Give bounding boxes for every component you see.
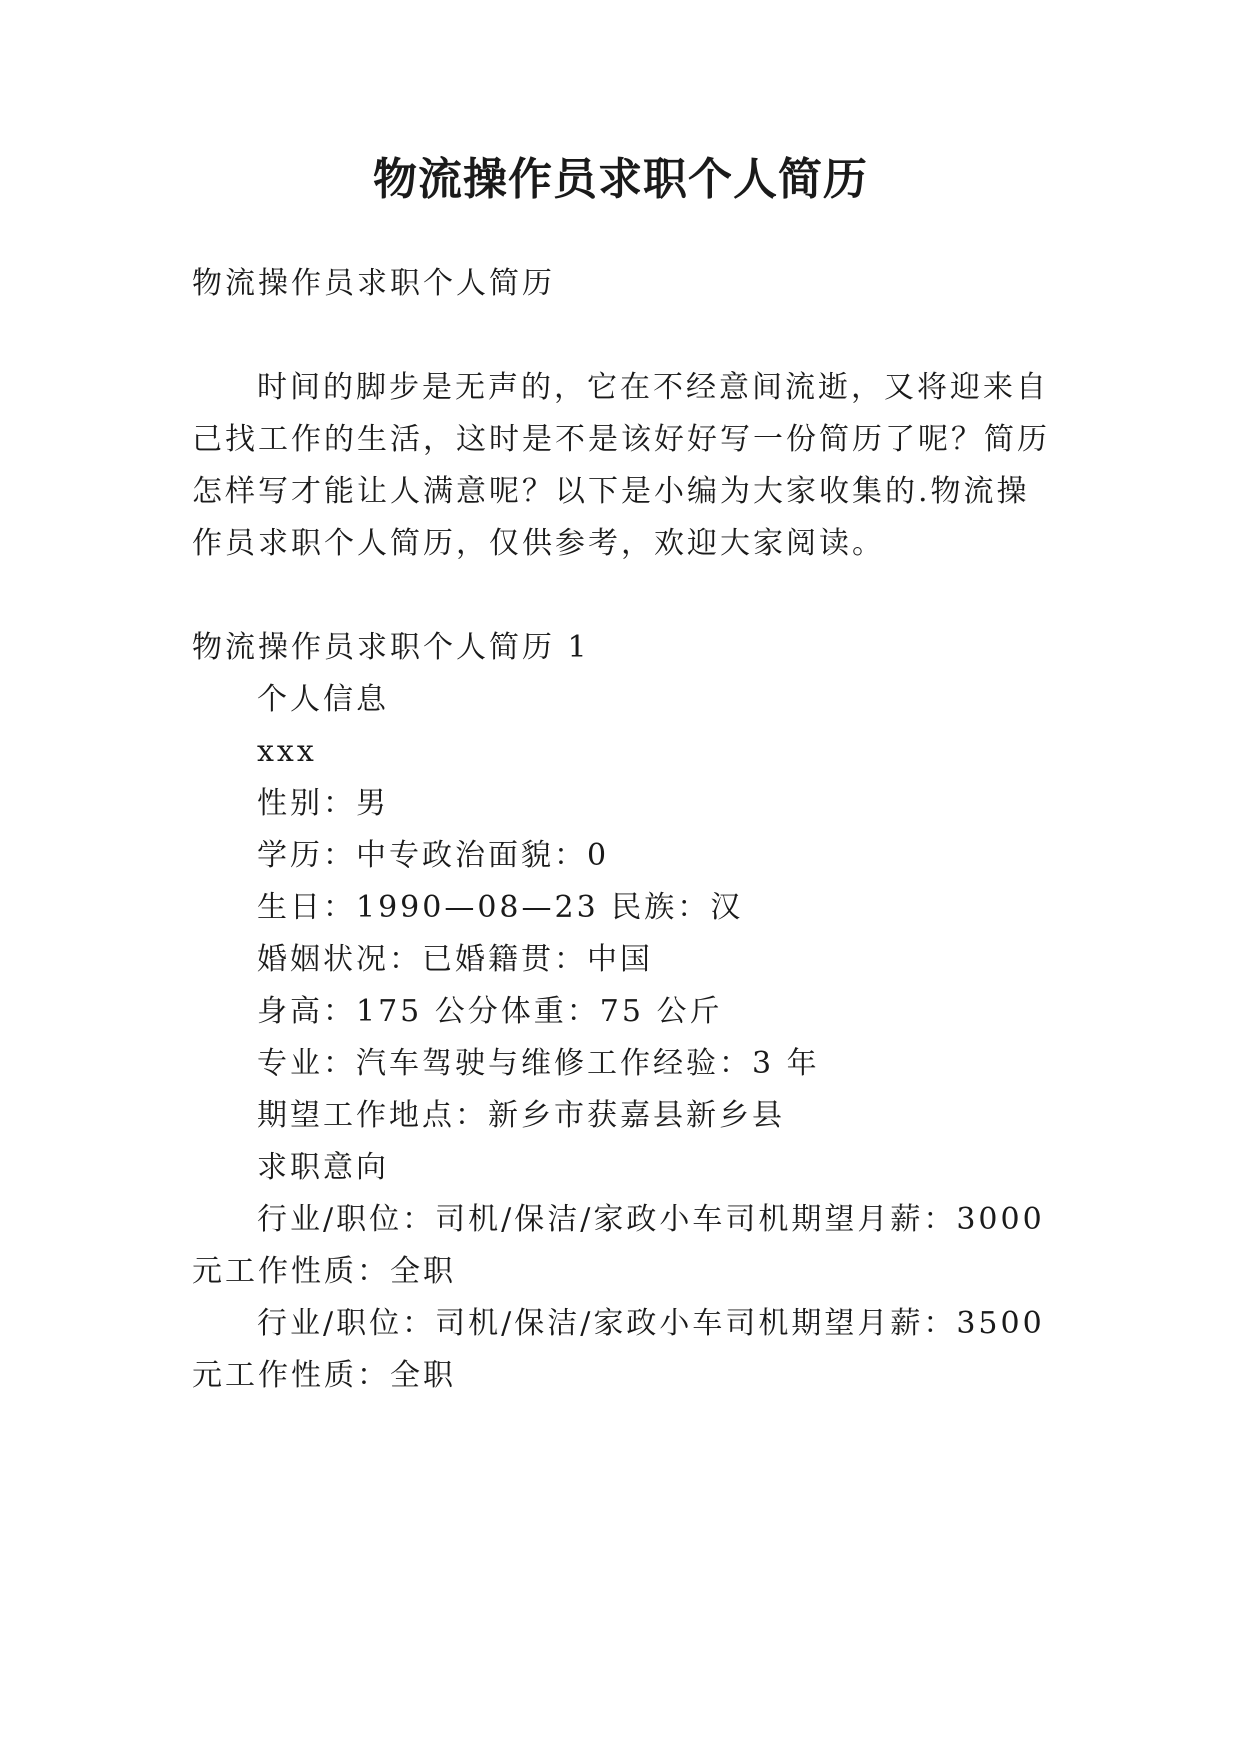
- intro-line-3: 怎样写才能让人满意呢？以下是小编为大家收集的.物流操: [192, 474, 1030, 509]
- intro-line-2: 己找工作的生活，这时是不是该好好写一份简历了呢？简历: [192, 422, 1050, 457]
- major-line: 专业：汽车驾驶与维修工作经验：3 年: [257, 1046, 820, 1081]
- intro-line-1: 时间的脚步是无声的，它在不经意间流逝，又将迎来自: [257, 370, 1049, 405]
- personal-info-heading: 个人信息: [257, 682, 389, 717]
- job-entry-1-line-1: 行业/职位：司机/保洁/家政小车司机期望月薪：3000: [257, 1202, 1045, 1237]
- job-entry-1-line-2: 元工作性质：全职: [192, 1254, 456, 1289]
- document-subtitle: 物流操作员求职个人简历: [192, 266, 555, 301]
- job-entry-2-line-2: 元工作性质：全职: [192, 1358, 456, 1393]
- gender-line: 性别：男: [257, 786, 389, 821]
- height-weight-line: 身高：175 公分体重：75 公斤: [257, 994, 723, 1029]
- location-line: 期望工作地点：新乡市获嘉县新乡县: [257, 1098, 785, 1133]
- education-line: 学历：中专政治面貌：0: [257, 838, 610, 873]
- birthday-line: 生日：1990—08—23 民族：汉: [257, 890, 744, 925]
- name-value: xxx: [257, 734, 317, 769]
- intro-line-4: 作员求职个人简历，仅供参考，欢迎大家阅读。: [192, 526, 885, 561]
- section-heading: 物流操作员求职个人简历 1: [192, 630, 590, 665]
- job-intent-heading: 求职意向: [257, 1150, 389, 1185]
- job-entry-2-line-1: 行业/职位：司机/保洁/家政小车司机期望月薪：3500: [257, 1306, 1045, 1341]
- document-title: 物流操作员求职个人简历: [373, 154, 868, 205]
- marital-line: 婚姻状况：已婚籍贯：中国: [257, 942, 653, 977]
